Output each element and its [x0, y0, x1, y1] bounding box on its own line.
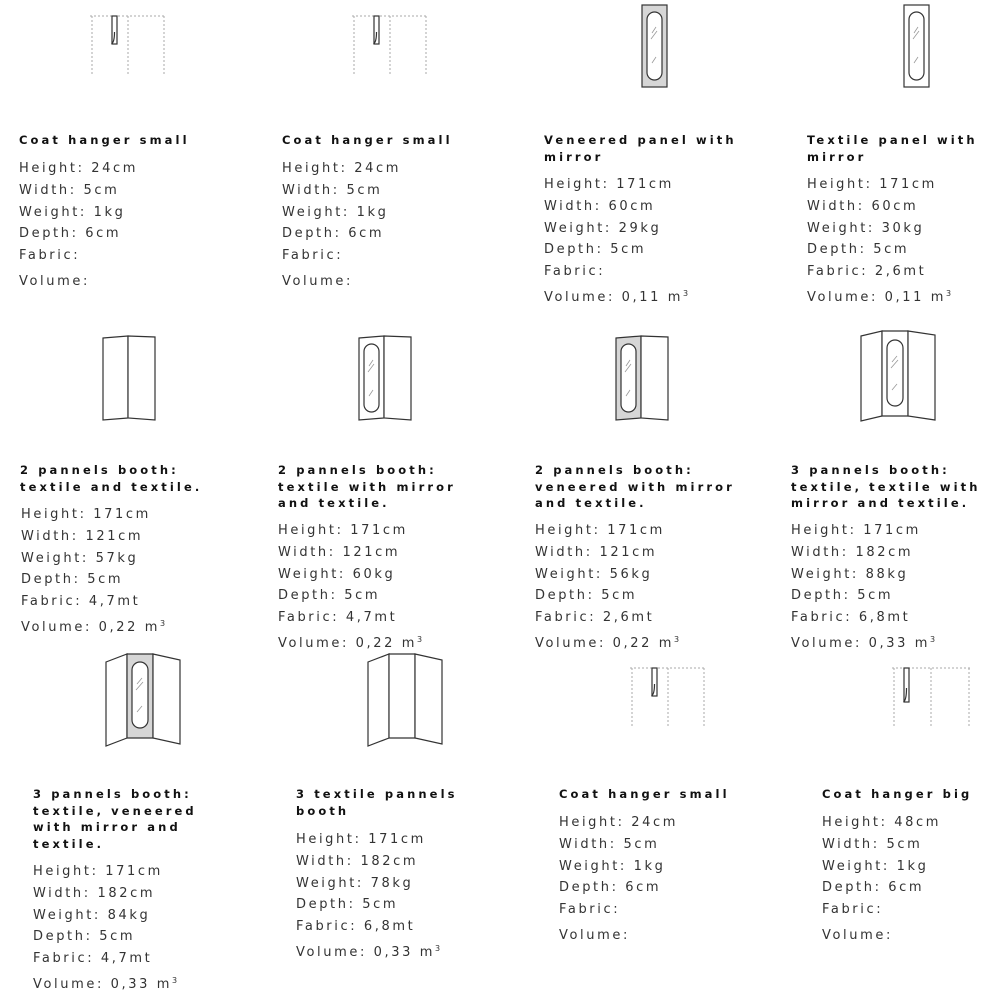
spec-width: Width: 121cm — [535, 544, 658, 560]
spec-weight: Weight: 1kg — [822, 858, 929, 874]
spec-depth: Depth: 5cm — [544, 242, 647, 258]
product-specs — [33, 861, 178, 992]
product-specs — [807, 174, 952, 305]
two-panel-booth-veneered-mirror-icon — [613, 334, 673, 424]
spec-volume: Volume: 0,33 $m^3$ — [791, 634, 937, 651]
product-title: 2 pannels booth: textile with mirror and textile. — [278, 463, 456, 510]
spec-width: Width: 182cm — [33, 885, 156, 901]
product-specs — [544, 174, 689, 305]
spec-fabric: Fabric: — [559, 902, 621, 918]
spec-height: Height: 48cm — [822, 815, 942, 830]
spec-fabric: Fabric: — [19, 248, 81, 264]
spec-depth: Depth: 5cm — [21, 572, 124, 588]
spec-weight: Weight: 84kg — [33, 907, 151, 923]
spec-weight: Weight: 1kg — [559, 858, 666, 874]
spec-volume: Volume: — [19, 273, 90, 289]
spec-volume: Volume: — [822, 927, 893, 943]
spec-weight: Weight: 1kg — [19, 204, 126, 220]
spec-width: Width: 60cm — [807, 198, 919, 214]
product-specs — [278, 520, 424, 651]
spec-fabric: Fabric: 4,7mt — [278, 610, 398, 626]
spec-volume: Volume: 0,33 $m^3$ — [33, 975, 179, 992]
product-specs — [791, 520, 937, 651]
spec-depth: Depth: 6cm — [559, 880, 662, 896]
spec-volume: Volume: — [559, 927, 630, 943]
spec-volume: Volume: 0,22 $m^3$ — [278, 634, 424, 651]
spec-height: Height: 171cm — [807, 177, 937, 192]
product-specs — [822, 812, 941, 943]
spec-fabric: Fabric: 2,6mt — [535, 610, 655, 626]
coat-hanger-small-icon — [350, 12, 430, 78]
spec-depth: Depth: 6cm — [282, 226, 385, 242]
spec-weight: Weight: 78kg — [296, 875, 414, 891]
three-textile-panels-booth-icon — [365, 650, 447, 750]
three-panel-booth-textile-mirror-icon — [858, 328, 940, 424]
spec-depth: Depth: 5cm — [535, 588, 638, 604]
spec-width: Width: 5cm — [282, 182, 383, 198]
spec-height: Height: 24cm — [19, 161, 139, 176]
spec-depth: Depth: 5cm — [791, 588, 894, 604]
spec-depth: Depth: 5cm — [33, 929, 136, 945]
product-specs — [559, 812, 678, 943]
spec-width: Width: 121cm — [278, 544, 401, 560]
spec-weight: Weight: 30kg — [807, 220, 925, 236]
product-title: Coat hanger small — [282, 133, 453, 147]
spec-fabric: Fabric: 4,7mt — [33, 951, 153, 967]
textile-panel-mirror-icon — [902, 3, 932, 89]
spec-fabric: Fabric: 6,8mt — [296, 919, 416, 935]
spec-volume: Volume: 0,22 $m^3$ — [535, 634, 681, 651]
veneered-panel-mirror-icon — [640, 3, 670, 89]
product-title: Veneered panel with mirror — [544, 133, 737, 164]
spec-depth: Depth: 5cm — [296, 897, 399, 913]
spec-depth: Depth: 5cm — [278, 588, 381, 604]
spec-height: Height: 24cm — [282, 161, 402, 176]
product-specs — [296, 829, 441, 960]
product-title: 2 pannels booth: veneered with mirror and textile. — [535, 463, 735, 510]
spec-weight: Weight: 29kg — [544, 220, 662, 236]
spec-volume: Volume: 0,11 $m^3$ — [807, 288, 953, 305]
two-panel-booth-textile-icon — [100, 334, 160, 424]
spec-height: Height: 171cm — [21, 507, 151, 522]
product-title: 2 pannels booth: textile and textile. — [20, 463, 203, 494]
product-title: Coat hanger big — [822, 787, 973, 801]
product-title: Coat hanger small — [19, 133, 190, 147]
spec-volume: Volume: 0,22 $m^3$ — [21, 618, 167, 635]
spec-fabric: Fabric: — [282, 248, 344, 264]
spec-fabric: Fabric: 2,6mt — [807, 264, 927, 280]
spec-volume: Volume: 0,11 $m^3$ — [544, 288, 690, 305]
spec-depth: Depth: 5cm — [807, 242, 910, 258]
spec-volume: Volume: 0,33 $m^3$ — [296, 943, 442, 960]
spec-width: Width: 182cm — [296, 853, 419, 869]
spec-weight: Weight: 57kg — [21, 550, 139, 566]
spec-depth: Depth: 6cm — [19, 226, 122, 242]
spec-depth: Depth: 6cm — [822, 880, 925, 896]
spec-width: Width: 121cm — [21, 528, 144, 544]
spec-height: Height: 171cm — [544, 177, 674, 192]
coat-hanger-small-icon — [628, 664, 708, 730]
spec-width: Width: 5cm — [19, 182, 120, 198]
product-specs — [21, 504, 166, 635]
spec-width: Width: 182cm — [791, 544, 914, 560]
spec-height: Height: 171cm — [296, 832, 426, 847]
spec-height: Height: 24cm — [559, 815, 679, 830]
product-title: Textile panel with mirror — [807, 133, 978, 164]
spec-width: Width: 60cm — [544, 198, 656, 214]
spec-weight: Weight: 56kg — [535, 566, 653, 582]
spec-fabric: Fabric: — [822, 902, 884, 918]
spec-fabric: Fabric: 6,8mt — [791, 610, 911, 626]
coat-hanger-small-icon — [88, 12, 168, 78]
product-title: 3 textile pannels booth — [296, 787, 458, 818]
product-specs — [282, 158, 401, 289]
spec-fabric: Fabric: — [544, 264, 606, 280]
spec-volume: Volume: — [282, 273, 353, 289]
spec-width: Width: 5cm — [822, 836, 923, 852]
product-title: 3 pannels booth: textile, textile with mirror and textile. — [791, 463, 981, 510]
spec-fabric: Fabric: 4,7mt — [21, 594, 141, 610]
product-title: 3 pannels booth: textile, veneered with mirror and textile. — [33, 787, 197, 851]
spec-height: Height: 171cm — [791, 523, 921, 538]
product-specs — [19, 158, 138, 289]
spec-width: Width: 5cm — [559, 836, 660, 852]
spec-weight: Weight: 88kg — [791, 566, 909, 582]
spec-weight: Weight: 1kg — [282, 204, 389, 220]
spec-weight: Weight: 60kg — [278, 566, 396, 582]
spec-height: Height: 171cm — [535, 523, 665, 538]
product-specs — [535, 520, 681, 651]
two-panel-booth-textile-mirror-icon — [356, 334, 416, 424]
three-panel-booth-veneered-mirror-icon — [103, 650, 185, 750]
product-title: Coat hanger small — [559, 787, 730, 801]
spec-height: Height: 171cm — [33, 864, 163, 879]
spec-height: Height: 171cm — [278, 523, 408, 538]
coat-hanger-big-icon — [890, 664, 972, 730]
